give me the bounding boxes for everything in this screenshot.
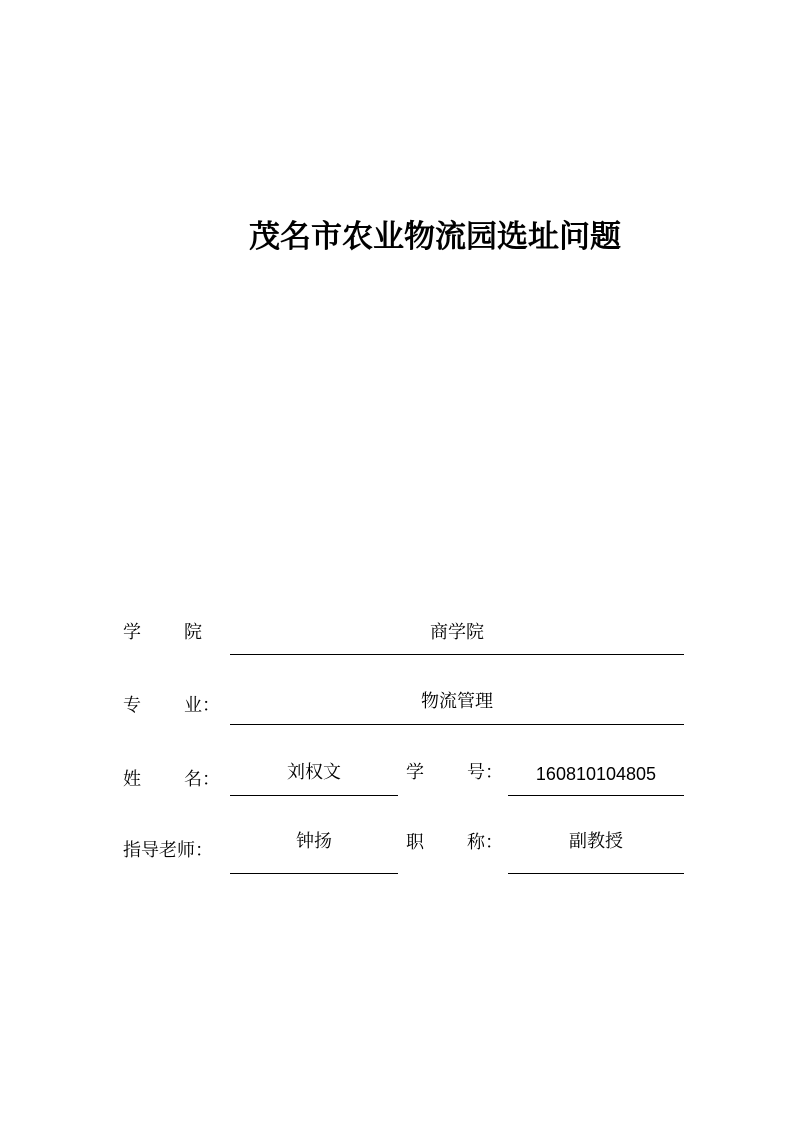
major-value: 物流管理: [421, 691, 493, 712]
rank-label-first: 职: [406, 832, 424, 853]
rank-label-second: 称：: [467, 832, 503, 853]
major-underline: [230, 724, 684, 725]
name-label-first: 姓: [123, 769, 141, 790]
rank-value: 副教授: [569, 831, 623, 852]
name-underline: [230, 795, 398, 796]
advisor-value: 钟扬: [296, 831, 332, 852]
document-title: 茂名市农业物流园选址问题: [249, 219, 621, 255]
advisor-label: 指导老师：: [123, 840, 213, 861]
college-value: 商学院: [430, 622, 484, 643]
college-label-second: 院: [184, 622, 202, 643]
student-id-underline: [508, 795, 684, 796]
student-id-value: 160810104805: [535, 764, 657, 784]
student-id-label-second: 号：: [467, 762, 503, 783]
student-id-label-first: 学: [406, 762, 424, 783]
name-label-second: 名：: [184, 769, 220, 790]
college-underline: [230, 654, 684, 655]
major-label-first: 专: [123, 695, 141, 716]
major-label-second: 业：: [184, 695, 220, 716]
name-value: 刘权文: [287, 762, 341, 783]
rank-underline: [508, 873, 684, 874]
advisor-underline: [230, 873, 398, 874]
college-label-first: 学: [123, 622, 141, 643]
